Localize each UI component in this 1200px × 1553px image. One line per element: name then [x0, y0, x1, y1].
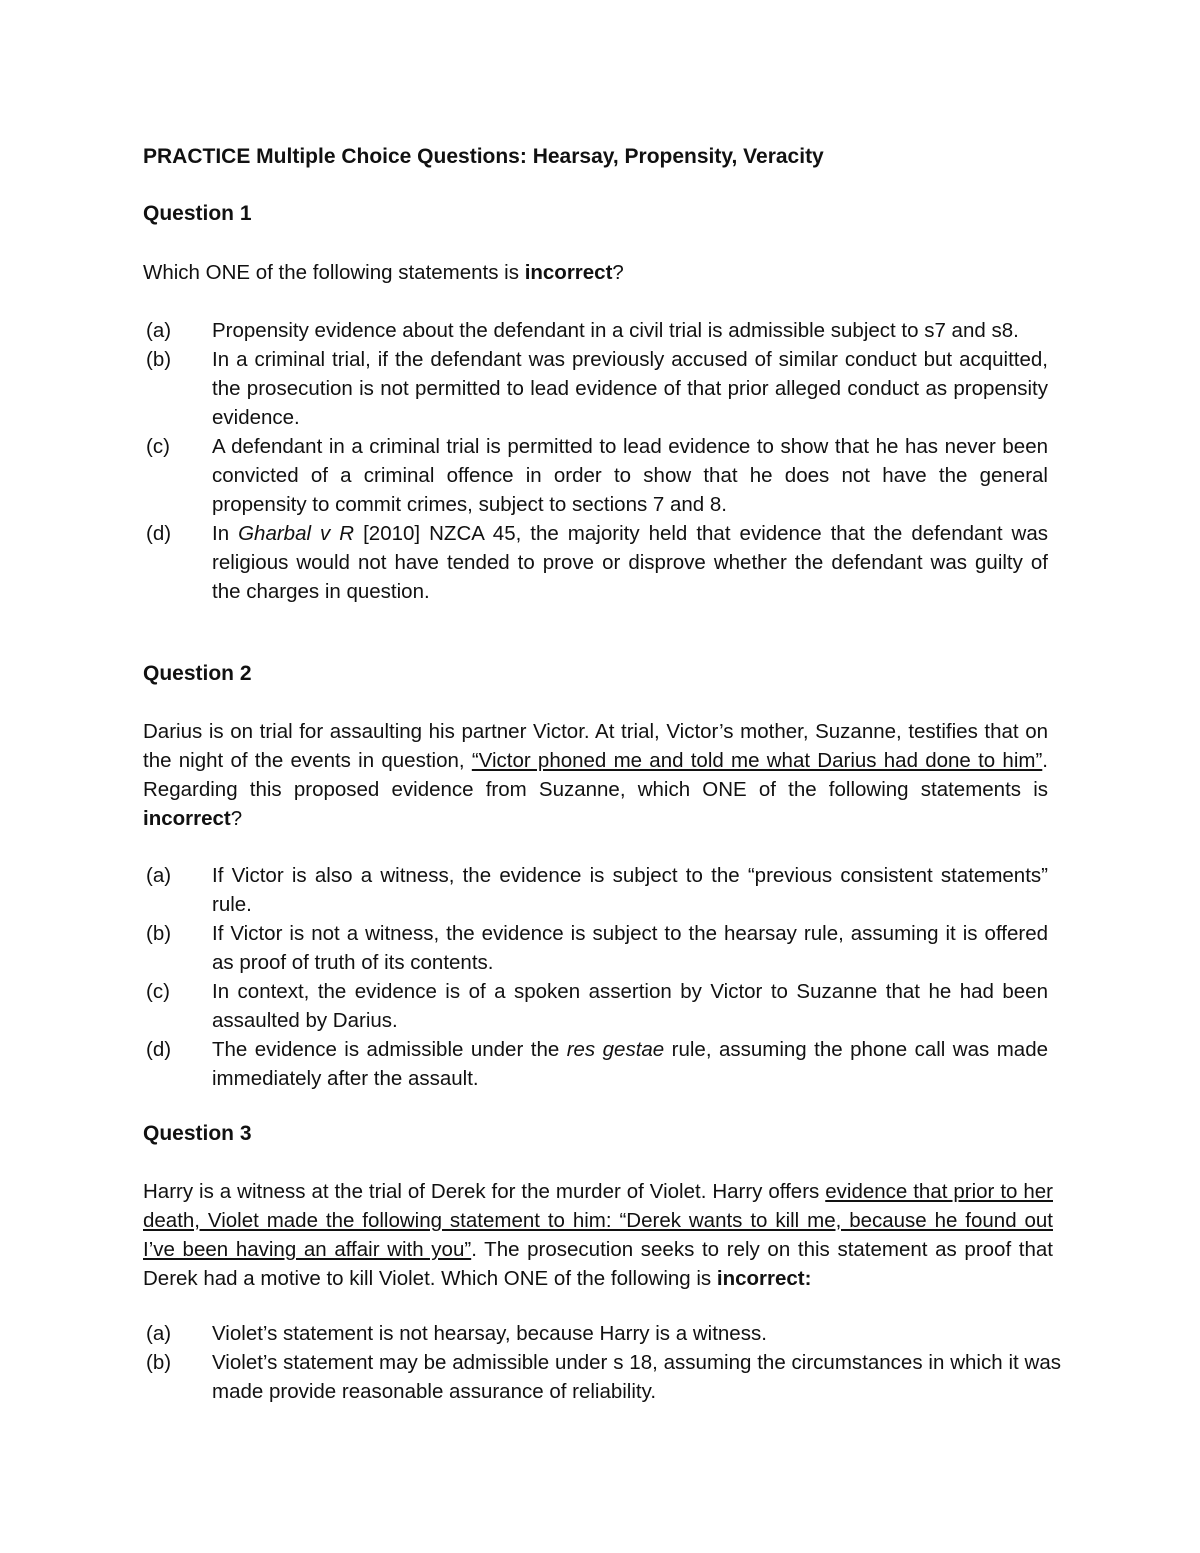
question-3-stem-emphasis: incorrect: [716, 1267, 812, 1290]
question-3-options [143, 1319, 1061, 1406]
question-3-stem-text: Harry is a witness at the trial of Derek for the murder of Violet. Harry offers [143, 1180, 826, 1203]
option-label: (b) [146, 922, 172, 945]
option-label: (b) [146, 348, 172, 371]
question-2-options [143, 861, 1048, 1093]
case-name: Gharbal v R [238, 522, 355, 545]
question-1-option-c [143, 432, 1048, 519]
option-text-cont: [2010] NZCA 45, the majority held that evidence that the defendant was religious would not have tended to prove or disprove whether the defendant was guilty of the charges in question. [212, 522, 1048, 603]
question-3-option-a [143, 1319, 1061, 1348]
option-text: Violet’s statement is not hearsay, because Harry is a witness. [212, 1322, 767, 1345]
option-text: The evidence is admissible under the [212, 1038, 567, 1061]
option-label: (c) [146, 980, 170, 1003]
document-title: PRACTICE Multiple Choice Questions: Hearsay, Propensity, Veracity [143, 145, 824, 168]
question-3-stem-middle: . The prosecution seeks to rely on this statement as proof that Derek had a motive to kill Violet. Which ONE of the following is [143, 1238, 1053, 1290]
question-3-underlined-evidence: evidence that prior to her death, Violet made the following statement to him: “Derek wants to kill me, because he found out I’ve been having an affair with you” [143, 1180, 1053, 1261]
question-1-option-a [143, 316, 1048, 345]
question-2-option-d [143, 1035, 1048, 1093]
option-text: In a criminal trial, if the defendant was previously accused of similar conduct but acquitted, the prosecution is not permitted to lead evidence of that prior alleged conduct as propensity evidence. [212, 348, 1048, 429]
option-text: A defendant in a criminal trial is permitted to lead evidence to show that he has never been convicted of a criminal offence in order to show that he does not have the general propensity to commit crimes, subject to sections 7 and 8. [212, 435, 1048, 516]
question-2-stem [143, 717, 1048, 833]
option-label: (a) [146, 864, 172, 887]
question-1-option-d [143, 519, 1048, 606]
question-2-option-a [143, 861, 1048, 919]
question-1-stem-text: Which ONE of the following statements is [143, 261, 525, 284]
option-text-cont: rule, assuming the phone call was made immediately after the assault. [212, 1038, 1048, 1090]
question-2-option-b [143, 919, 1048, 977]
question-2-quoted-evidence: “Victor phoned me and told me what Darius had done to him” [471, 749, 1043, 772]
question-2-option-c [143, 977, 1048, 1035]
option-label: (a) [146, 319, 172, 342]
option-label: (d) [146, 1038, 172, 1061]
question-1-options [143, 316, 1048, 606]
option-text: Violet’s statement may be admissible under s 18, assuming the circumstances in which it was made provide reasonable assurance of reliability. [212, 1351, 1061, 1403]
option-text: In context, the evidence is of a spoken assertion by Victor to Suzanne that he had been assaulted by Darius. [212, 980, 1048, 1032]
option-text: If Victor is also a witness, the evidence is subject to the “previous consistent statements” rule. [212, 864, 1048, 916]
option-text: If Victor is not a witness, the evidence is subject to the hearsay rule, assuming it is offered as proof of truth of its contents. [212, 922, 1048, 974]
question-1-heading: Question 1 [143, 202, 252, 225]
question-2-stem-emphasis: incorrect [143, 807, 231, 830]
question-1-stem-emphasis: incorrect [524, 261, 613, 284]
question-3-option-b [143, 1348, 1061, 1406]
question-3-heading: Question 3 [143, 1122, 252, 1145]
option-text: In [212, 522, 239, 545]
question-2-stem-end: ? [230, 807, 243, 830]
question-2-stem-middle: . Regarding this proposed evidence from Suzanne, which ONE of the following statements is [143, 749, 1048, 801]
question-3-stem [143, 1177, 1053, 1293]
question-1-stem-end: ? [612, 261, 624, 284]
option-text: Propensity evidence about the defendant in a civil trial is admissible subject to s7 and s8. [212, 319, 1019, 342]
latin-term: res gestae [566, 1038, 665, 1061]
question-2-heading: Question 2 [143, 662, 252, 685]
option-label: (d) [146, 522, 172, 545]
question-2-stem-text: Darius is on trial for assaulting his partner Victor. At trial, Victor’s mother, Suzanne, testifies that on the night of the events in question, [143, 720, 1048, 772]
option-label: (a) [146, 1322, 172, 1345]
question-1-stem [143, 258, 1048, 287]
option-label: (b) [146, 1351, 172, 1374]
question-1-option-b [143, 345, 1048, 432]
option-label: (c) [146, 435, 170, 458]
